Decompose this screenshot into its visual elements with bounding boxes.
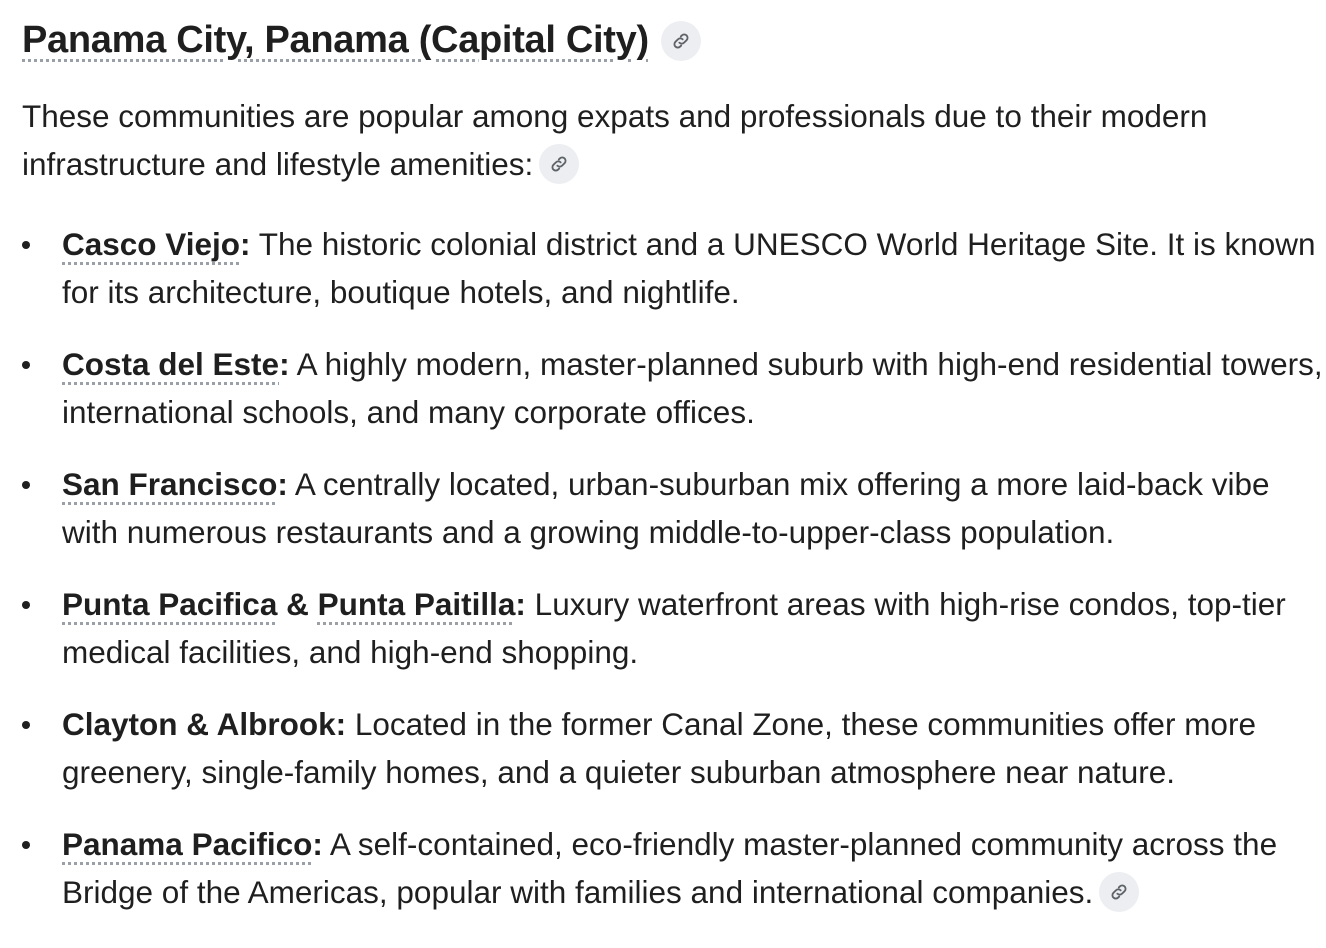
link-icon: [1109, 882, 1129, 902]
term-colon: :: [277, 466, 288, 502]
term-link-panama-pacifico[interactable]: Panama Pacifico: [62, 826, 313, 862]
section-heading: [22, 14, 1326, 66]
response-content: [22, 14, 1326, 940]
description: Located in the former Canal Zone, these communities offer more greenery, single-family homes, and a quieter suburban atmosphere near nature.: [62, 706, 1256, 790]
intro-text: These communities are popular among expats and professionals due to their modern infrastructure and lifestyle amenities:: [22, 98, 1208, 182]
description: Luxury waterfront areas with high-rise condos, top-tier medical facilities, and high-end shopping.: [62, 586, 1286, 670]
term-link-punta-paitilla[interactable]: Punta Paitilla: [317, 586, 516, 622]
link-icon: [549, 154, 569, 174]
description: A centrally located, urban-suburban mix offering a more laid-back vibe with numerous restaurants and a growing middle-to-upper-class population.: [62, 466, 1270, 550]
intro-link-chip[interactable]: [539, 144, 579, 184]
term-link-casco-viejo[interactable]: Casco Viejo: [62, 226, 241, 262]
term-colon: :: [240, 226, 251, 262]
description: A self-contained, eco-friendly master-planned community across the Bridge of the Americas, popular with families and international companies.: [62, 826, 1278, 910]
term-clayton-albrook: Clayton & Albrook:: [62, 706, 347, 742]
term-joiner: &: [277, 586, 318, 622]
term-colon: :: [312, 826, 323, 862]
list-item-panama-pacifico: [22, 820, 1326, 916]
heading-link-chip[interactable]: [661, 21, 701, 61]
description: A highly modern, master-planned suburb with high-end residential towers, international schools, and many corporate offices.: [62, 346, 1323, 430]
panama-pacifico-link-chip[interactable]: [1099, 872, 1139, 912]
term-colon: :: [279, 346, 290, 382]
list-item-clayton-albrook: [22, 700, 1326, 796]
link-icon: [671, 31, 691, 51]
list-item-casco-viejo: [22, 220, 1326, 316]
term-colon: :: [515, 586, 526, 622]
term-link-san-francisco[interactable]: San Francisco: [62, 466, 278, 502]
term-link-costa-del-este[interactable]: Costa del Este: [62, 346, 280, 382]
intro-paragraph: [22, 92, 1292, 188]
list-item-punta-pacifica-paitilla: [22, 580, 1326, 676]
communities-list: [22, 220, 1326, 916]
list-item-costa-del-este: [22, 340, 1326, 436]
description: The historic colonial district and a UNESCO World Heritage Site. It is known for its architecture, boutique hotels, and nightlife.: [62, 226, 1316, 310]
list-item-san-francisco: [22, 460, 1326, 556]
term-link-punta-pacifica[interactable]: Punta Pacifica: [62, 586, 278, 622]
heading-title-link[interactable]: Panama City, Panama (Capital City): [22, 19, 649, 61]
